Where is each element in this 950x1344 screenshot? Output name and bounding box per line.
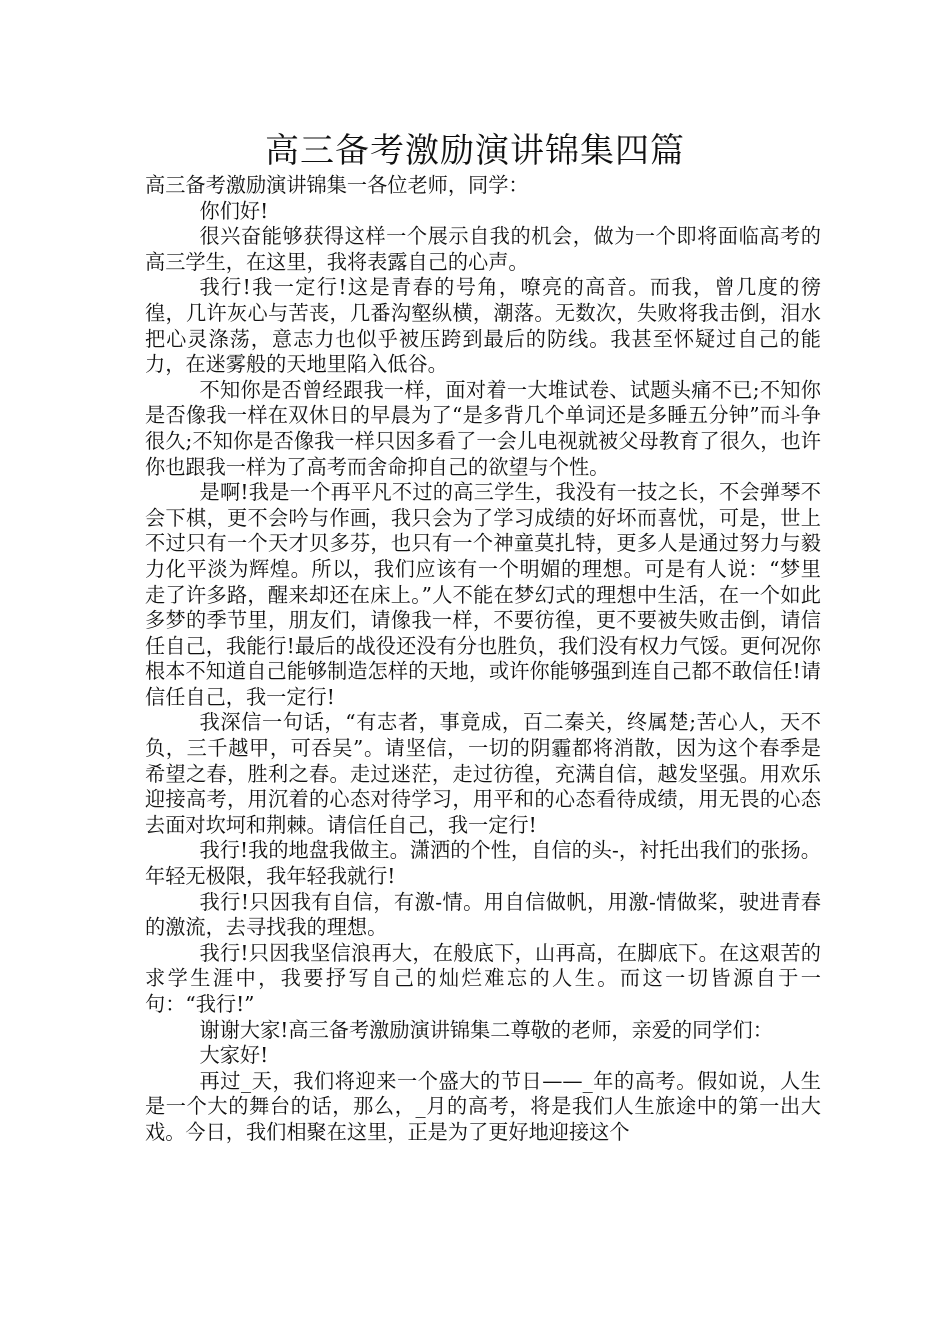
paragraph: 我深信一句话，“有志者，事竟成，百二秦关，终属楚;苦心人，天不负，三千越甲，可吞吴”。请坚信，一切的阴霾都将消散，因为这个春季是希望之春，胜利之春。走过迷茫，走过彷徨，充满自信，越发坚强。用欢乐迎接高考，用沉着的心态对待学习，用平和的心态看待成绩，用无畏的心态去面对坎坷和荆棘。请信任自己，我一定行!: [145, 710, 821, 837]
paragraph: 不知你是否曾经跟我一样，面对着一大堆试卷、试题头痛不已;不知你是否像我一样在双休日的早晨为了“是多背几个单词还是多睡五分钟”而斗争很久;不知你是否像我一样只因多看了一会儿电视就被父母教育了很久，也许你也跟我一样为了高考而舍命抑自己的欲望与个性。: [145, 377, 821, 479]
paragraph: 我行!我的地盘我做主。潇洒的个性，自信的头-，衬托出我们的张扬。年轻无极限，我年轻我就行!: [145, 838, 821, 889]
paragraph: 谢谢大家!高三备考激励演讲锦集二尊敬的老师，亲爱的同学们：: [199, 1017, 773, 1042]
paragraph-greeting: 高三备考激励演讲锦集一各位老师，同学：: [145, 173, 529, 197]
paragraph: 是啊!我是一个再平凡不过的高三学生，我没有一技之长，不会弹琴不会下棋，更不会吟与作画，我只会为了学习成绩的好坏而喜忧，可是，世上不过只有一个天才贝多芬，也只有一个神童莫扎特，更多人是通过努力与毅力化平淡为辉煌。所以，我们应该有一个明媚的理想。可是有人说：“梦里走了许多路，醒来却还在床上。”人不能在梦幻式的理想中生活，在一个如此多梦的季节里，朋友们，请像我一样，不要彷徨，更不要被失败击倒，请信任自己，我能行!最后的战役还没有分也胜负，我们没有权力气馁。更何况你根本不知道自己能够制造怎样的天地，或许你能够强到连自己都不敢信任!请信任自己，我一定行!: [145, 480, 821, 709]
paragraph: 我行!我一定行!这是青春的号角，嘹亮的高音。而我，曾几度的徬徨，几许灰心与苦丧，几番沟壑纵横，潮落。无数次，失败将我击倒，泪水把心灵涤荡，意志力也似乎被压跨到最后的防线。我甚至怀疑过自己的能力，在迷雾般的天地里陷入低谷。: [145, 275, 821, 377]
paragraph: 很兴奋能够获得这样一个展示自我的机会，做为一个即将面临高考的高三学生，在这里，我将表露自己的心声。: [145, 224, 821, 274]
document-body: [145, 173, 821, 1146]
paragraph: 大家好!: [199, 1043, 269, 1068]
paragraph: 再过_天，我们将迎来一个盛大的节日——_年的高考。假如说，人生是一个大的舞台的话，那么，_月的高考，将是我们人生旅途中的第一出大戏。今日，我们相聚在这里，正是为了更好地迎接这个: [145, 1068, 821, 1144]
paragraph: 我行!只因我有自信，有激-情。用自信做帆，用激-情做桨，驶进青春的激流，去寻找我的理想。: [145, 889, 821, 940]
paragraph: 我行!只因我坚信浪再大，在般底下，山再高，在脚底下。在这艰苦的求学生涯中，我要抒写自己的灿烂难忘的人生。而这一切皆源自于一句：“我行!”: [145, 940, 821, 1016]
document-title: 高三备考激励演讲锦集四篇: [265, 131, 685, 171]
paragraph: 你们好!: [199, 198, 269, 223]
